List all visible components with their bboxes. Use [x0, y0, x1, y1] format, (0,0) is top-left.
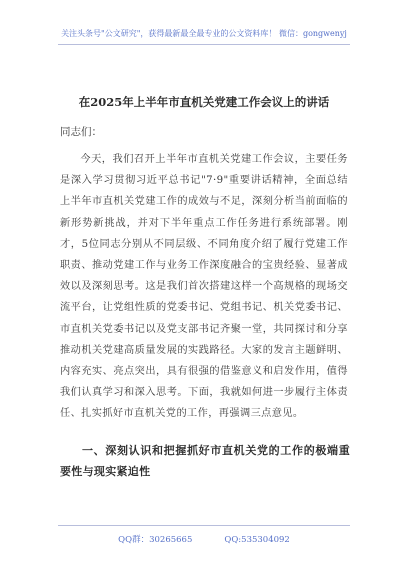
- body-paragraph: 今天，我们召开上半年市直机关党建工作会议，主要任务是深入学习贯彻习近平总书记"7·9"重要讲话精神，全面总结上半年市直机关党建工作的成效与不足，深刻分析当前面临的新形势新挑战，并对下半年重点工作任务进行系统部署。刚才，5位同志分别从不同层级、不同角度介绍了履行党建工作职责、推动党建工作与业务工作深度融合的宝贵经验、显著成效以及深刻思考。这是我们首次搭建这样一个高规格的现场交流平台，让党组性质的党委书记、党组书记、机关党委书记、市直机关党委书记以及党支部书记齐聚一堂，共同探讨和分享推动机关党建高质量发展的实践路径。大家的发言主题鲜明、内容充实、亮点突出，具有很强的借鉴意义和启发作用，值得我们认真学习和深入思考。下面，我就如何进一步履行主体责任、扎实抓好市直机关党的工作，再强调三点意见。: [60, 154, 348, 420]
- document-title: 在2025年上半年市直机关党建工作会议上的讲话: [78, 95, 330, 109]
- footer-divider: [58, 525, 350, 526]
- footer-qq-number: QQ:535304092: [224, 535, 290, 545]
- footer: [0, 534, 408, 546]
- section-heading: 一、深刻认识和把握抓好市直机关党的工作的极端重要性与现实紧迫性: [60, 444, 350, 478]
- header-promo-text: 关注头条号"公文研究"，获得最新最全最专业的公文资料库！ 微信：gongwenyj: [61, 29, 347, 38]
- footer-qq-group: QQ群：30265665: [118, 535, 193, 545]
- header-divider: [58, 44, 350, 45]
- salutation: 同志们：: [60, 126, 102, 138]
